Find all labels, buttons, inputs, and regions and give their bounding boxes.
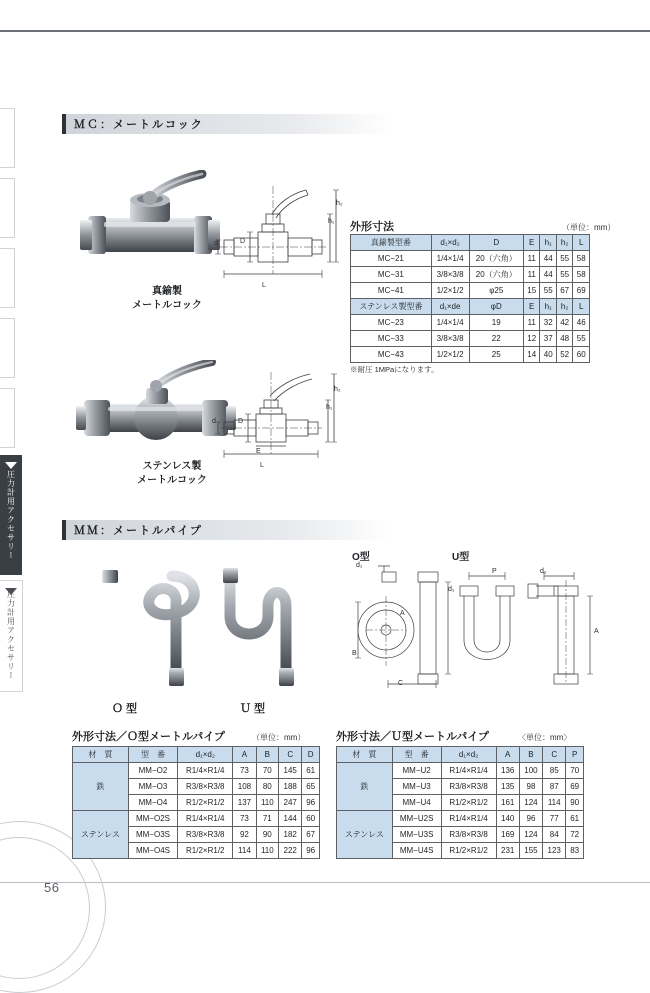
table-cell: MM−U3: [392, 779, 441, 795]
table-cell: 15: [523, 283, 539, 299]
table-cell: 1/2×1/2: [431, 347, 469, 363]
table-cell: MM−O4S: [128, 843, 177, 859]
dim-label-D-brass: D: [240, 238, 246, 245]
table-cell: MM−U2S: [392, 811, 441, 827]
table-cell: 69: [573, 283, 590, 299]
table-cell: 42: [556, 315, 572, 331]
meter-pipe-illustration: [80, 560, 310, 705]
table-header-cell: d₁×de: [431, 299, 469, 315]
table-cell: 135: [496, 779, 519, 795]
table-cell: 3/8×3/8: [431, 331, 469, 347]
table-row: [351, 315, 590, 331]
table-cell: R1/2×R1/2: [178, 843, 233, 859]
table-cell: 72: [566, 827, 584, 843]
u-drawing-A-label: A: [594, 628, 599, 635]
section-heading-mm: [62, 520, 392, 540]
table-cell: 124: [519, 795, 542, 811]
table-cell: 137: [233, 795, 256, 811]
table-cell: 96: [302, 843, 320, 859]
table-material-cell: 鉄: [73, 763, 129, 811]
dim-label-E-sus: E: [256, 448, 261, 455]
u-drawing-d2-label: d₂: [540, 568, 547, 575]
table-cell: 114: [233, 843, 256, 859]
table-cell: MM−U4S: [392, 843, 441, 859]
table-cell: MC−43: [351, 347, 432, 363]
table-cell: 61: [566, 811, 584, 827]
table-cell: R1/2×R1/2: [441, 843, 496, 859]
brass-meter-cock-line-drawing: [210, 178, 340, 306]
table-cell: 145: [279, 763, 302, 779]
table-cell: 67: [556, 283, 572, 299]
table-row: [73, 763, 320, 779]
table-cell: 1/4×1/4: [431, 251, 469, 267]
table-cell: 92: [233, 827, 256, 843]
mc-table-title: 外形寸法: [350, 221, 394, 233]
table-row: [351, 267, 590, 283]
table-cell: 22: [469, 331, 523, 347]
section-bar: [62, 114, 66, 134]
table-header-cell: L: [573, 299, 590, 315]
mc-brass-header-row: [351, 235, 590, 251]
table-cell: 247: [279, 795, 302, 811]
table-header-cell: L: [573, 235, 590, 251]
table-cell: R1/2×R1/2: [441, 795, 496, 811]
o-drawing-C-label: C: [398, 680, 404, 687]
table-header-cell: h₁: [540, 299, 556, 315]
table-cell: 46: [573, 315, 590, 331]
table-cell: 108: [233, 779, 256, 795]
table-cell: 58: [573, 251, 590, 267]
table-cell: 55: [573, 331, 590, 347]
table-header-row: [337, 747, 584, 763]
table-cell: R3/8×R3/8: [441, 779, 496, 795]
table-row: [337, 811, 584, 827]
table-cell: 1/2×1/2: [431, 283, 469, 299]
table-header-cell: 真鍮製型番: [351, 235, 432, 251]
table-cell: R1/4×R1/4: [178, 763, 233, 779]
u-drawing-P-label: P: [492, 568, 497, 575]
side-tab-2[interactable]: [0, 178, 15, 238]
table-cell: R3/8×R3/8: [178, 827, 233, 843]
table-cell: 71: [256, 811, 279, 827]
u-drawing-d1-label: d₁: [448, 586, 455, 593]
section-heading-mc: [62, 114, 392, 134]
table-cell: 20（六角）: [469, 267, 523, 283]
table-cell: 48: [556, 331, 572, 347]
table-cell: 90: [566, 795, 584, 811]
side-tab-active-label: 圧力計用アクセサリー: [6, 470, 16, 560]
table-cell: 110: [256, 843, 279, 859]
o-drawing-B-label: B: [352, 650, 357, 657]
side-tab-1[interactable]: [0, 108, 15, 168]
dim-label-L-brass: L: [262, 282, 266, 289]
table-material-cell: ステンレス: [73, 811, 129, 859]
table-cell: 11: [523, 267, 539, 283]
table-row: [351, 347, 590, 363]
table-cell: MC−41: [351, 283, 432, 299]
table-cell: 70: [256, 763, 279, 779]
side-tab-secondary-label: 圧力計用アクセサリー: [6, 590, 16, 680]
table-cell: 87: [543, 779, 566, 795]
table-cell: 58: [573, 267, 590, 283]
table-header-cell: B: [256, 747, 279, 763]
table-cell: 70: [566, 763, 584, 779]
meter-pipe-o-label: Ｏ 型: [112, 703, 138, 715]
table-cell: 19: [469, 315, 523, 331]
table-cell: 77: [543, 811, 566, 827]
table-cell: R1/2×R1/2: [178, 795, 233, 811]
section-bar-2: [62, 520, 66, 540]
stainless-caption-line1: ステンレス製: [142, 461, 202, 472]
table-header-cell: h₂: [556, 299, 572, 315]
table-cell: 161: [496, 795, 519, 811]
table-header-cell: P: [566, 747, 584, 763]
brass-caption-line1: 真鍮製: [152, 286, 182, 297]
table-cell: MC−33: [351, 331, 432, 347]
table-header-cell: C: [279, 747, 302, 763]
table-cell: MM−O3: [128, 779, 177, 795]
table-cell: 14: [523, 347, 539, 363]
table-cell: MM−U4: [392, 795, 441, 811]
table-header-cell: d₁×d₂: [178, 747, 233, 763]
table-cell: 123: [543, 843, 566, 859]
table-material-cell: ステンレス: [337, 811, 393, 859]
table-cell: 37: [540, 331, 556, 347]
table-cell: R3/8×R3/8: [441, 827, 496, 843]
side-tab-4[interactable]: [0, 318, 15, 378]
table-row: [351, 251, 590, 267]
table-cell: 222: [279, 843, 302, 859]
table-header-cell: h₂: [556, 235, 572, 251]
stainless-caption-line2: メートルコック: [137, 474, 207, 486]
table-cell: 60: [302, 811, 320, 827]
table-cell: 96: [302, 795, 320, 811]
table-cell: 188: [279, 779, 302, 795]
table-cell: 40: [540, 347, 556, 363]
table-cell: 55: [556, 251, 572, 267]
table-header-cell: 型 番: [392, 747, 441, 763]
meter-pipe-u-line-drawing: [440, 562, 610, 692]
table-cell: 73: [233, 811, 256, 827]
table-header-cell: D: [469, 235, 523, 251]
section-title-mm: ＭＭ：メートルパイプ: [74, 525, 203, 537]
table-header-cell: A: [496, 747, 519, 763]
table-cell: 20（六角）: [469, 251, 523, 267]
table-header-row: [73, 747, 320, 763]
table-header-cell: E: [523, 299, 539, 315]
table-cell: MC−23: [351, 315, 432, 331]
meter-pipe-o-drawing-title: O型: [352, 552, 370, 563]
dim-label-h1-sus: h₁: [326, 404, 333, 411]
dim-label-h1-brass: h₁: [328, 218, 335, 225]
table-header-cell: E: [523, 235, 539, 251]
table-material-cell: 鉄: [337, 763, 393, 811]
dim-label-L-sus: L: [260, 462, 264, 469]
brass-caption-line2: メートルコック: [132, 299, 202, 311]
table-header-cell: D: [302, 747, 320, 763]
table-cell: 11: [523, 251, 539, 267]
table-header-cell: ステンレス製型番: [351, 299, 432, 315]
dim-label-h2-sus: h₂: [334, 386, 341, 393]
page-top-rule: [0, 30, 650, 32]
stainless-meter-cock-line-drawing: [210, 368, 340, 478]
table-header-cell: 材 質: [73, 747, 129, 763]
mc-table-note: ※耐圧 1MPaになります。: [350, 365, 439, 374]
table-cell: 90: [256, 827, 279, 843]
table-header-cell: d₁×d₂: [431, 235, 469, 251]
table-cell: 98: [519, 779, 542, 795]
table-cell: MM−O2S: [128, 811, 177, 827]
dim-label-d-sus: d: [212, 418, 216, 425]
table-header-cell: B: [519, 747, 542, 763]
table-cell: MC−31: [351, 267, 432, 283]
table-cell: R3/8×R3/8: [178, 779, 233, 795]
o-drawing-A-label: A: [400, 610, 405, 617]
table-cell: 85: [543, 763, 566, 779]
mc-stainless-header-row: [351, 299, 590, 315]
table-cell: 100: [519, 763, 542, 779]
table-cell: 3/8×3/8: [431, 267, 469, 283]
mm-u-table-unit: 〈単位：mm〉: [518, 733, 572, 742]
mm-u-dimension-table: [336, 746, 584, 859]
mm-u-table-title: 外形寸法／Ｕ型メートルパイプ: [336, 731, 489, 743]
table-cell: MM−O3S: [128, 827, 177, 843]
table-cell: 80: [256, 779, 279, 795]
table-cell: 12: [523, 331, 539, 347]
table-cell: 136: [496, 763, 519, 779]
table-cell: 44: [540, 251, 556, 267]
table-row: [351, 283, 590, 299]
table-cell: 140: [496, 811, 519, 827]
table-cell: 60: [573, 347, 590, 363]
mc-dimension-table: [350, 234, 590, 363]
table-header-cell: C: [543, 747, 566, 763]
table-row: [73, 811, 320, 827]
table-header-cell: 材 質: [337, 747, 393, 763]
o-drawing-d1-label: d₁: [356, 562, 363, 569]
section-title-mc: ＭＣ：メートルコック: [74, 119, 204, 131]
table-cell: MM−O2: [128, 763, 177, 779]
table-cell: 11: [523, 315, 539, 331]
table-cell: 67: [302, 827, 320, 843]
table-cell: 65: [302, 779, 320, 795]
table-cell: 84: [543, 827, 566, 843]
table-cell: MM−O4: [128, 795, 177, 811]
side-tab-3[interactable]: [0, 248, 15, 308]
table-header-cell: h₁: [540, 235, 556, 251]
table-row: [351, 331, 590, 347]
dim-label-d-brass: d: [214, 240, 218, 247]
table-cell: 96: [519, 811, 542, 827]
table-cell: MC−21: [351, 251, 432, 267]
table-cell: φ25: [469, 283, 523, 299]
table-cell: 231: [496, 843, 519, 859]
table-cell: 25: [469, 347, 523, 363]
table-cell: 110: [256, 795, 279, 811]
table-header-cell: 型 番: [128, 747, 177, 763]
table-header-cell: A: [233, 747, 256, 763]
table-cell: 124: [519, 827, 542, 843]
table-cell: 182: [279, 827, 302, 843]
table-cell: 52: [556, 347, 572, 363]
table-cell: 169: [496, 827, 519, 843]
table-cell: MM−U3S: [392, 827, 441, 843]
table-cell: 144: [279, 811, 302, 827]
table-header-cell: d₁×d₂: [441, 747, 496, 763]
mm-o-table-unit: （単位：mm）: [252, 733, 306, 742]
table-row: [337, 763, 584, 779]
table-cell: 61: [302, 763, 320, 779]
table-cell: R1/4×R1/4: [178, 811, 233, 827]
table-cell: 1/4×1/4: [431, 315, 469, 331]
mc-table-unit: （単位：mm）: [562, 223, 616, 232]
table-cell: 69: [566, 779, 584, 795]
mm-o-dimension-table: [72, 746, 320, 859]
table-cell: 155: [519, 843, 542, 859]
table-cell: 55: [540, 283, 556, 299]
side-tab-5[interactable]: [0, 388, 15, 448]
meter-pipe-u-label: Ｕ 型: [240, 703, 266, 715]
mm-o-table-title: 外形寸法／Ｏ型メートルパイプ: [72, 731, 225, 743]
meter-pipe-u-drawing-title: U型: [452, 552, 470, 563]
dim-label-h2-brass: h₂: [336, 200, 343, 207]
table-cell: 73: [233, 763, 256, 779]
dim-label-D-sus: D: [238, 418, 244, 425]
page-number: 56: [44, 880, 60, 895]
table-cell: 55: [556, 267, 572, 283]
table-cell: 114: [543, 795, 566, 811]
table-cell: MM−U2: [392, 763, 441, 779]
table-cell: 32: [540, 315, 556, 331]
table-cell: 44: [540, 267, 556, 283]
table-header-cell: φD: [469, 299, 523, 315]
table-cell: 83: [566, 843, 584, 859]
table-cell: R1/4×R1/4: [441, 763, 496, 779]
table-cell: R1/4×R1/4: [441, 811, 496, 827]
